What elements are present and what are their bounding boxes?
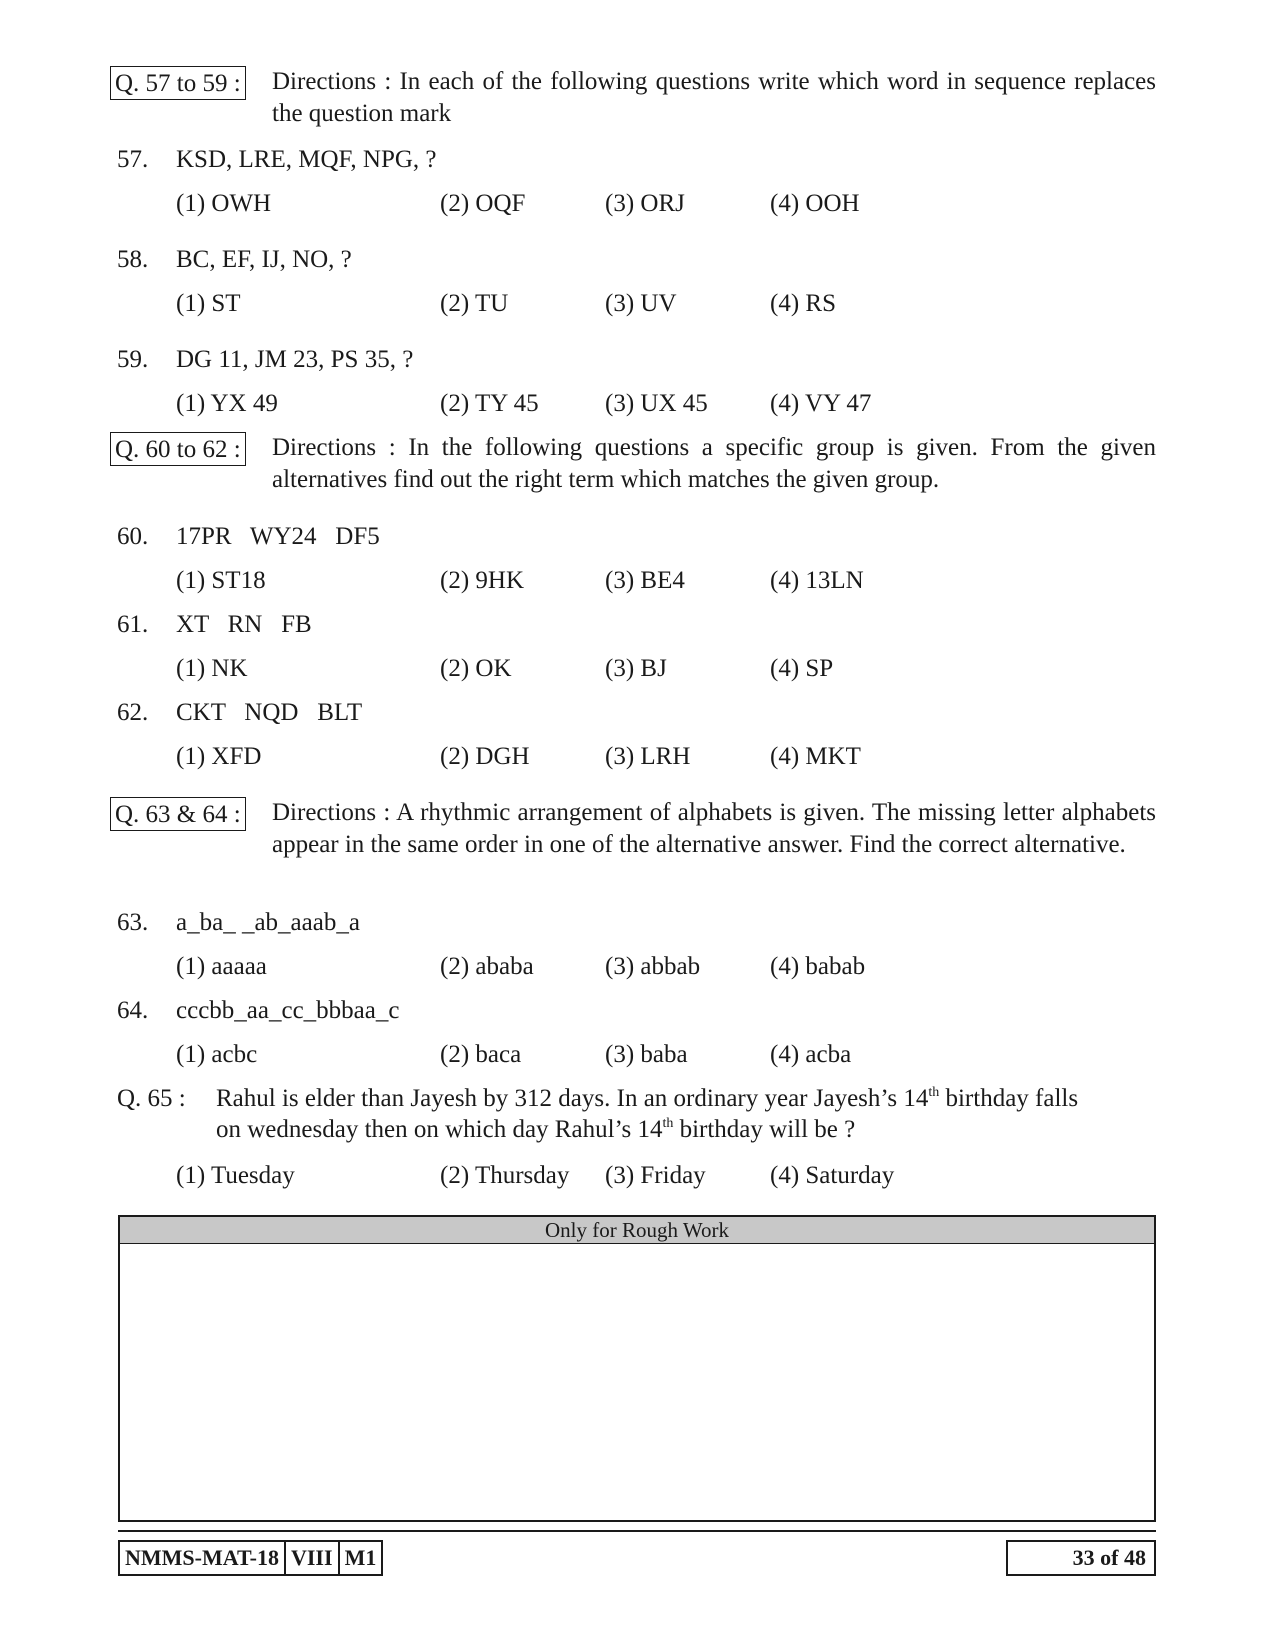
option-1: (1) YX 49 [176,390,278,417]
q65-text-part: birthday will be ? [673,1116,856,1143]
q65-text-part: Rahul is elder than Jayesh by 312 days. In an ordinary year Jayesh’s 14 [216,1085,929,1112]
option-3: (3) BJ [605,655,667,682]
question-text: 17PR WY24 DF5 [176,523,380,550]
question-65-line-1 [216,1083,1078,1115]
paper-code: NMMS-MAT-18 [120,1542,286,1574]
question-text: a_ba_ _ab_aaab_a [176,909,360,936]
question-text: XT RN FB [176,611,312,638]
option-4: (4) acba [770,1041,852,1068]
option-2: (2) 9HK [440,567,525,594]
question-65-line-2 [216,1114,855,1146]
option-2: (2) DGH [440,743,530,770]
option-2: (2) ababa [440,953,534,980]
option-1: (1) NK [176,655,248,682]
option-4: (4) 13LN [770,567,864,594]
option-3: (3) UV [605,290,677,317]
option-2: (2) OQF [440,190,526,217]
option-4: (4) Saturday [770,1162,895,1189]
option-1: (1) ST [176,290,241,317]
paper-code-box [118,1540,383,1576]
question-number: 57. [117,146,149,173]
question-number: 63. [117,909,149,936]
option-1: (1) aaaaa [176,953,267,980]
option-1: (1) Tuesday [176,1162,295,1189]
question-number: 58. [117,246,149,273]
option-3: (3) Friday [605,1162,706,1189]
page-number: 33 of 48 [1006,1540,1156,1576]
option-3: (3) baba [605,1041,688,1068]
class-label: VIII [286,1542,340,1574]
directions-63-64: Directions : A rhythmic arrangement of alphabets is given. The missing letter alphabets appear in the same order in one of the alternative answer. Find the correct alternative. [272,799,1156,858]
option-1: (1) acbc [176,1041,258,1068]
section-label-57-59: Q. 57 to 59 : [110,66,246,100]
question-65-label: Q. 65 : [117,1085,186,1112]
option-2: (2) TY 45 [440,390,539,417]
option-3: (3) LRH [605,743,691,770]
option-3: (3) ORJ [605,190,685,217]
question-text: BC, EF, IJ, NO, ? [176,246,352,273]
option-1: (1) OWH [176,190,272,217]
option-4: (4) RS [770,290,836,317]
q65-superscript: th [662,1116,674,1131]
option-3: (3) UX 45 [605,390,708,417]
question-number: 59. [117,346,149,373]
question-text: CKT NQD BLT [176,699,363,726]
option-4: (4) OOH [770,190,860,217]
question-number: 61. [117,611,149,638]
footer-rule [118,1530,1156,1532]
option-2: (2) OK [440,655,512,682]
question-text: DG 11, JM 23, PS 35, ? [176,346,414,373]
question-number: 60. [117,523,149,550]
option-3: (3) abbab [605,953,701,980]
directions-60-62: Directions : In the following questions a specific group is given. From the given alternatives find out the right term which matches the given group. [272,434,1156,493]
option-4: (4) MKT [770,743,861,770]
option-3: (3) BE4 [605,567,685,594]
rough-work-header: Only for Rough Work [120,1217,1154,1244]
medium-label: M1 [344,1545,377,1570]
directions-57-59: Directions : In each of the following questions write which word in sequence replaces the question mark [272,68,1156,127]
question-text: KSD, LRE, MQF, NPG, ? [176,146,437,173]
q65-text-part: on wednesday then on which day Rahul’s 14 [216,1116,663,1143]
option-2: (2) Thursday [440,1162,570,1189]
q65-text-part: birthday falls [939,1085,1079,1112]
q65-superscript: th [928,1085,940,1100]
section-label-63-64: Q. 63 & 64 : [110,797,246,831]
option-4: (4) VY 47 [770,390,872,417]
option-1: (1) ST18 [176,567,266,594]
option-1: (1) XFD [176,743,262,770]
option-2: (2) TU [440,290,509,317]
question-number: 64. [117,997,149,1024]
question-number: 62. [117,699,149,726]
rough-work-box [118,1215,1156,1522]
option-2: (2) baca [440,1041,522,1068]
section-label-60-62: Q. 60 to 62 : [110,432,246,466]
option-4: (4) babab [770,953,866,980]
option-4: (4) SP [770,655,834,682]
question-text: cccbb_aa_cc_bbbaa_c [176,997,400,1024]
